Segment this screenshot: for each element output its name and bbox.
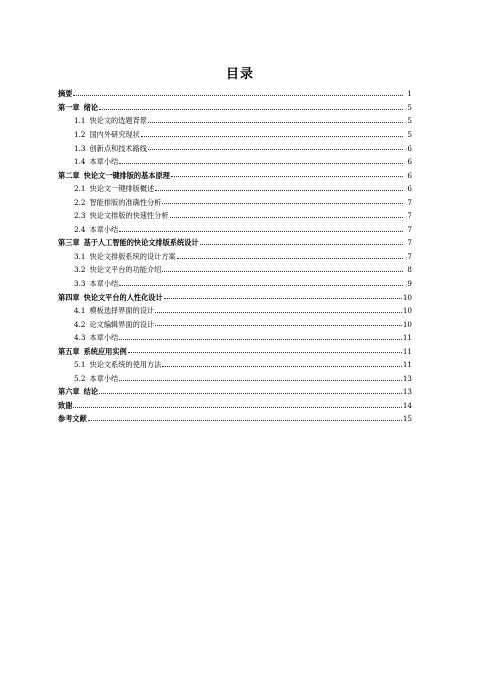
toc-page-number: 6 xyxy=(407,170,412,180)
dot-leader xyxy=(155,325,402,326)
dot-leader xyxy=(164,298,402,299)
toc-entry-chapter-5[interactable] xyxy=(58,341,412,355)
dot-leader xyxy=(119,380,402,381)
toc-entry-number: 4.3 xyxy=(74,333,86,343)
toc-entry-section-4-2[interactable] xyxy=(58,314,412,328)
toc-entry-text: 基于人工智能的快论文排版系统设计 xyxy=(83,238,199,248)
toc-entry-text: 致谢 xyxy=(58,400,73,410)
dot-leader xyxy=(88,420,402,421)
toc-entry-number: 1.2 xyxy=(74,129,86,139)
toc-entry-number: 3.2 xyxy=(74,265,86,275)
dot-leader xyxy=(119,285,403,286)
toc-entry-number: 5.1 xyxy=(74,360,86,370)
toc-entry-number: 2.1 xyxy=(74,184,86,194)
toc-entry-number: 1.1 xyxy=(74,116,86,126)
toc-entry-number: 2.2 xyxy=(74,197,86,207)
dot-leader xyxy=(148,122,403,123)
toc-entry-section-2-1[interactable] xyxy=(58,179,412,193)
toc-entry-references[interactable] xyxy=(58,409,412,423)
toc-entry-number: 第二章 xyxy=(58,170,80,180)
toc-entry-text: 论文编辑界面的设计 xyxy=(89,319,155,329)
toc-page-number: 7 xyxy=(407,238,412,248)
dot-leader xyxy=(128,352,402,353)
toc-entry-section-2-2[interactable] xyxy=(58,192,412,206)
toc-page-number: 5 xyxy=(407,129,412,139)
toc-page-number: 13 xyxy=(402,373,412,383)
dot-leader xyxy=(119,231,403,232)
dot-leader xyxy=(148,149,403,150)
toc-entry-number: 第五章 xyxy=(58,346,80,356)
toc-page-number: 11 xyxy=(402,360,412,370)
toc-entry-section-1-4[interactable] xyxy=(58,152,412,166)
toc-page-number: 5 xyxy=(407,116,412,126)
toc-entry-text: 模板选择界面的设计 xyxy=(89,306,155,316)
toc-entry-text: 智能排版的准确性分析 xyxy=(89,197,162,207)
dot-leader xyxy=(155,312,402,313)
toc-entry-text: 国内外研究现状 xyxy=(89,129,140,139)
dot-leader xyxy=(171,176,403,177)
toc-page-number: 7 xyxy=(407,251,412,261)
toc-entry-number: 第四章 xyxy=(58,292,80,302)
dot-leader xyxy=(162,203,403,204)
toc-page-number: 10 xyxy=(402,306,412,316)
toc-page-number: 10 xyxy=(402,292,412,302)
toc-entry-text: 参考文献 xyxy=(58,414,87,424)
toc-entry-number: 3.1 xyxy=(74,251,86,261)
toc-entry-number: 4.2 xyxy=(74,319,86,329)
dot-leader xyxy=(119,163,403,164)
dot-leader xyxy=(162,271,403,272)
toc-page-number: 14 xyxy=(402,400,412,410)
toc-entry-abstract[interactable] xyxy=(58,84,412,98)
toc-entry-text: 快论文一键排版的基本原理 xyxy=(83,170,170,180)
toc-entry-chapter-6[interactable] xyxy=(58,382,412,396)
toc-page-number: 6 xyxy=(407,184,412,194)
dot-leader xyxy=(177,258,403,259)
toc-entry-acknowledgements[interactable] xyxy=(58,396,412,410)
toc-entry-chapter-4[interactable] xyxy=(58,287,412,301)
toc-entry-chapter-2[interactable] xyxy=(58,165,412,179)
dot-leader xyxy=(119,339,402,340)
dot-leader xyxy=(141,136,403,137)
toc-entry-text: 快论文平台的人性化设计 xyxy=(83,292,163,302)
dot-leader xyxy=(155,190,403,191)
toc-page-number: 13 xyxy=(402,387,412,397)
toc-entry-section-1-1[interactable] xyxy=(58,111,412,125)
toc-entry-section-3-2[interactable] xyxy=(58,260,412,274)
toc-entry-chapter-1[interactable] xyxy=(58,98,412,112)
toc-page-number: 7 xyxy=(407,211,412,221)
dot-leader xyxy=(73,95,403,96)
toc-page-number: 7 xyxy=(407,197,412,207)
toc-entry-number: 第三章 xyxy=(58,238,80,248)
toc-entry-text: 结论 xyxy=(83,387,98,397)
toc-page-number: 1 xyxy=(407,89,412,99)
toc-entry-text: 创新点和技术路线 xyxy=(89,143,147,153)
toc-entry-number: 第一章 xyxy=(58,102,80,112)
toc-entry-text: 本章小结 xyxy=(89,373,119,383)
toc-entry-text: 本章小结 xyxy=(89,224,119,234)
toc-entry-text: 快论文排版的快速性分析 xyxy=(89,211,169,221)
toc-entry-section-1-2[interactable] xyxy=(58,125,412,139)
toc-page-number: 9 xyxy=(407,279,412,288)
toc-entry-text: 快论文的选题背景 xyxy=(89,116,147,126)
toc-page-number: 7 xyxy=(407,224,412,234)
toc-entry-number: 第六章 xyxy=(58,387,80,397)
dot-leader xyxy=(99,109,403,110)
toc-entry-text: 绪论 xyxy=(83,102,98,112)
toc-entry-section-2-3[interactable] xyxy=(58,206,412,220)
toc-page-number: 5 xyxy=(407,102,412,112)
toc-page-number: 6 xyxy=(407,157,412,167)
toc-entry-text: 快论文排版系统的设计方案 xyxy=(89,251,176,261)
toc-page-number: 10 xyxy=(402,319,412,329)
toc-page-number: 11 xyxy=(402,346,412,356)
dot-leader xyxy=(73,407,401,408)
toc-entry-text: 快论文一键排版概述 xyxy=(89,184,155,194)
page-title: 目录 xyxy=(225,67,254,82)
dot-leader xyxy=(162,366,402,367)
toc-entry-text: 本章小结 xyxy=(89,333,119,343)
toc-entry-section-5-1[interactable] xyxy=(58,355,412,369)
toc-entry-section-5-2[interactable] xyxy=(58,368,412,382)
toc-entry-text: 本章小结 xyxy=(89,157,119,167)
toc-entry-section-4-3[interactable] xyxy=(58,328,412,342)
toc-entry-text: 快论文平台的功能介绍 xyxy=(89,265,162,275)
toc-page-number: 11 xyxy=(402,333,412,343)
toc-entry-section-2-4[interactable] xyxy=(58,219,412,233)
toc-page-number: 15 xyxy=(402,414,412,424)
toc-entry-number: 1.4 xyxy=(74,157,86,167)
toc-entry-section-4-1[interactable] xyxy=(58,301,412,315)
toc-entry-number: 5.2 xyxy=(74,373,86,383)
toc-entry-chapter-3[interactable] xyxy=(58,233,412,247)
toc-entry-section-3-3[interactable] xyxy=(58,274,412,288)
toc-page-number: 6 xyxy=(407,143,412,153)
toc-page-number: 8 xyxy=(407,265,412,275)
toc-entry-number: 2.3 xyxy=(74,211,86,221)
toc-entry-number: 2.4 xyxy=(74,224,86,234)
toc-entry-text: 快论文系统的使用方法 xyxy=(89,360,162,370)
toc-entry-section-1-3[interactable] xyxy=(58,138,412,152)
dot-leader xyxy=(200,244,403,245)
toc-entry-text: 系统应用实例 xyxy=(83,346,127,356)
toc-entry-number: 3.3 xyxy=(74,279,86,288)
toc-entry-number: 4.1 xyxy=(74,306,86,316)
table-of-contents xyxy=(58,84,412,423)
toc-entry-section-3-1[interactable] xyxy=(58,247,412,261)
toc-entry-number: 1.3 xyxy=(74,143,86,153)
dot-leader xyxy=(170,217,403,218)
dot-leader xyxy=(99,393,402,394)
toc-entry-text: 本章小结 xyxy=(89,279,119,288)
toc-entry-text: 摘要 xyxy=(58,89,73,99)
